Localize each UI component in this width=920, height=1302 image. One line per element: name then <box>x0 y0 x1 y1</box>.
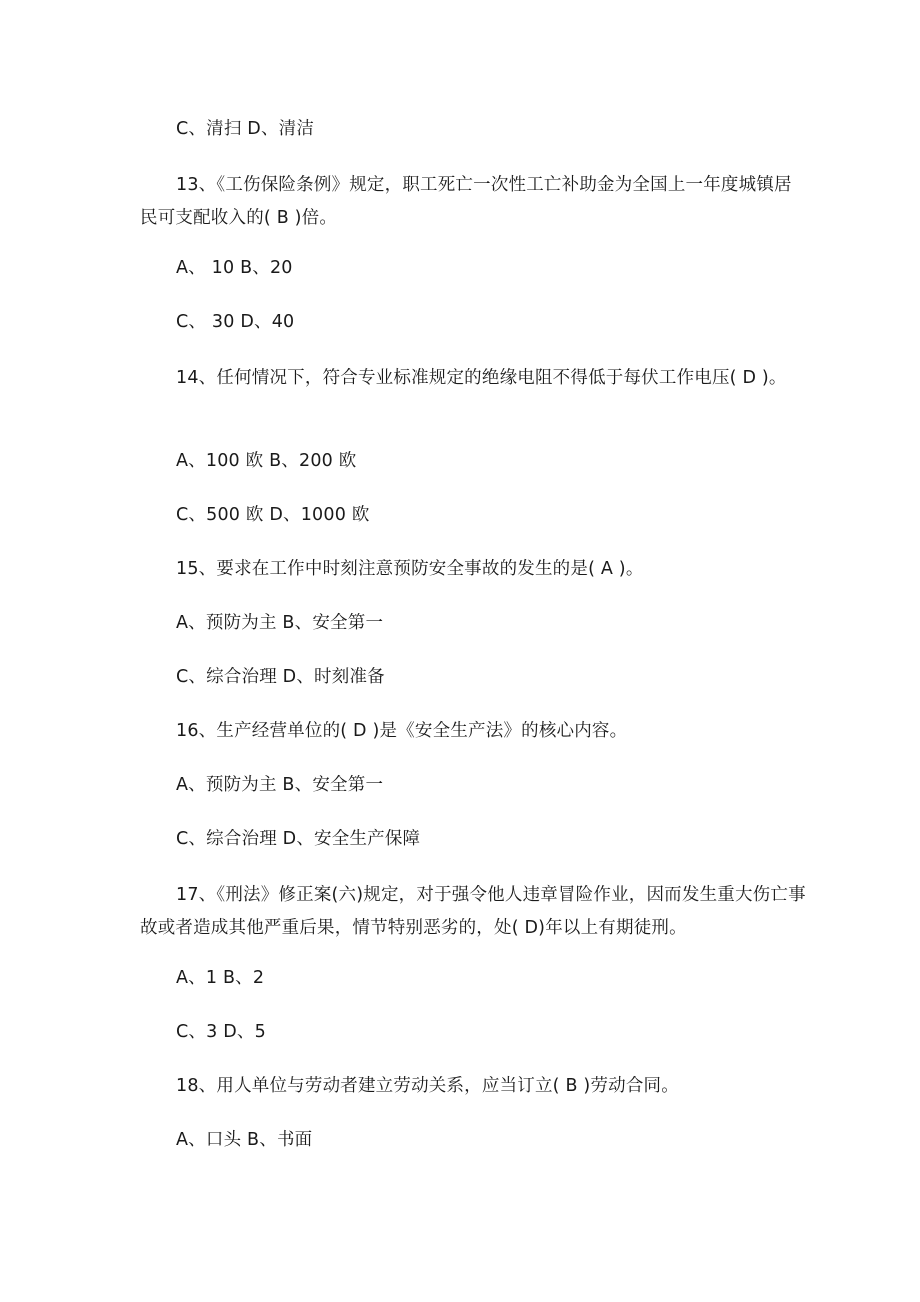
question-15: 15、要求在工作中时刻注意预防安全事故的发生的是( A )。 <box>176 559 644 579</box>
question-13: 13、《工伤保险条例》规定，职工死亡一次性工亡补助金为全国上一年度城镇居民可支配收入的( B )倍。 <box>140 175 792 228</box>
option-line: C、清扫 D、清洁 <box>176 119 315 139</box>
option-line: C、综合治理 D、安全生产保障 <box>176 829 421 849</box>
option-line: A、100 欧 B、200 欧 <box>176 451 357 471</box>
question-16: 16、生产经营单位的( D )是《安全生产法》的核心内容。 <box>176 721 628 741</box>
option-line: C、500 欧 D、1000 欧 <box>176 505 370 525</box>
question-17: 17、《刑法》修正案(六)规定，对于强令他人违章冒险作业，因而发生重大伤亡事故或者造成其他严重后果，情节特别恶劣的，处( D)年以上有期徒刑。 <box>140 885 806 938</box>
option-line: A、 10 B、20 <box>176 258 293 278</box>
option-line: A、预防为主 B、安全第一 <box>176 613 384 633</box>
option-line: C、3 D、5 <box>176 1022 266 1042</box>
option-line: A、预防为主 B、安全第一 <box>176 775 384 795</box>
option-line: C、 30 D、40 <box>176 312 295 332</box>
option-line: A、1 B、2 <box>176 968 265 988</box>
question-18: 18、用人单位与劳动者建立劳动关系，应当订立( B )劳动合同。 <box>176 1076 679 1096</box>
option-line: C、综合治理 D、时刻准备 <box>176 667 385 687</box>
question-14: 14、任何情况下，符合专业标准规定的绝缘电阻不得低于每伏工作电压( D )。 <box>176 368 787 388</box>
option-line: A、口头 B、书面 <box>176 1130 313 1150</box>
